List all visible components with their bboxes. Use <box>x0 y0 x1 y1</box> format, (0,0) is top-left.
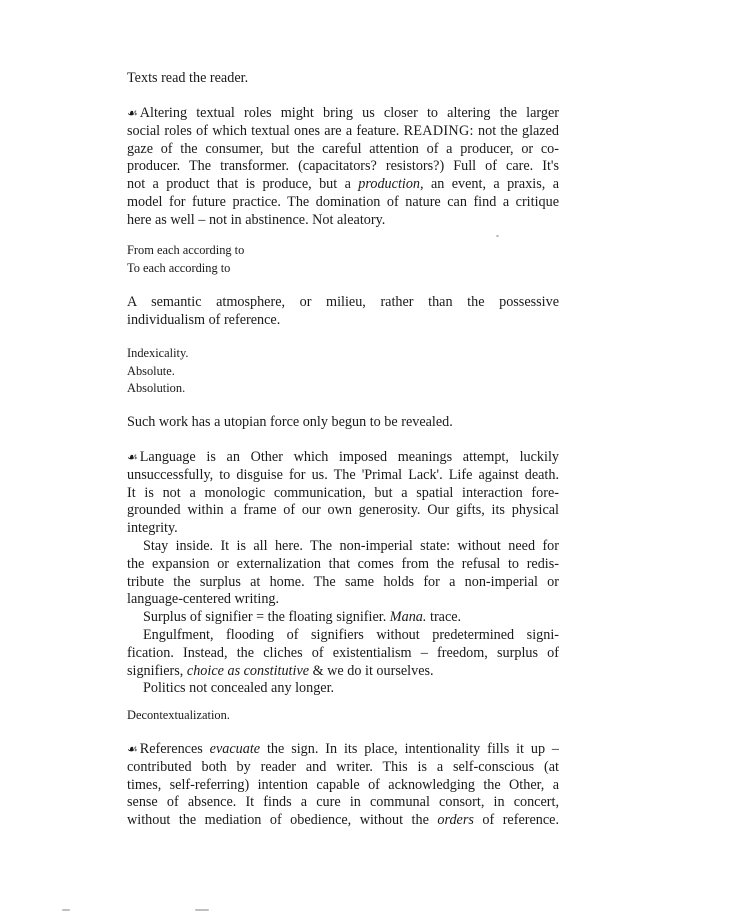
list-item: Indexicality. <box>127 346 189 360</box>
orders-term: orders <box>437 812 474 829</box>
production-term: production, <box>358 176 424 193</box>
index-list <box>127 345 559 398</box>
scan-speck <box>496 235 499 237</box>
evacuate-term: evacuate <box>209 741 261 757</box>
list-item: Absolute. <box>127 363 175 378</box>
opening-line: Texts read the reader. <box>127 70 249 86</box>
paragraph-language: ☙ Language is an Other which imposed meanings attempt, luckily unsuccessfully, to disguise for us. The 'Primal Lack'. Life against death. It is not a monologic communication, but a spatial interaction fore- grounded within a frame of our own generosity. Our gifts, its physical integrity. Stay inside. It is all here. The non-imperial state: without need for the expansion or externalization that comes from the refusal to redis- tribute the surplus at home. The same holds for a non-imperial or language-centered writing. Surplus of signifier = the floating signifier. Mana. trace. Engulfment, flooding of signifiers without predetermined signi- fication. Instead, the cliches of existentialism – freedom, surplus of signifiers, choice as constitutive & we do it ourselves. Politics not concealed any longer. <box>127 449 559 697</box>
fleuron-icon: ☙ <box>127 106 138 120</box>
fleuron-icon: ☙ <box>127 450 138 464</box>
fleuron-icon: ☙ <box>127 742 138 756</box>
paragraph-reading: ☙ Altering textual roles might bring us closer to altering the larger social roles of which textual ones are a feature. READING: not the glazed gaze of the consumer, but the careful attention of a producer, or co- producer. The transformer. (capacitators? resistors?) Full of care. It's not a product that is produce, but a production, an event, a praxis, a model for future practice. The domination of nature can find a critique here as well – not in abstinence. Not aleatory. <box>127 105 559 228</box>
reading-term: READING: <box>403 122 474 139</box>
paragraph-references: ☙ References evacuate the sign. In its place, intentionality fills it up – contributed both by reader and writer. This is a self-conscious (at times, self-referring) intention capable of acknowledging the Other, a sense of absence. It finds a cure in communal consort, in concert, without the mediation of obedience, without the orders of reference. <box>127 741 559 829</box>
opening-line-block <box>127 70 559 88</box>
list-item: Absolution. <box>127 381 186 395</box>
decontextualization-block: Decontextualization. <box>127 708 230 722</box>
mana-term: Mana. <box>389 609 427 626</box>
utopian-line-block: Such work has a utopian force only begun to be revealed. <box>127 414 453 430</box>
slogan-block: From each according to To each according to <box>127 243 245 275</box>
choice-term: choice as constitutive <box>186 662 310 679</box>
scan-speck <box>62 909 70 911</box>
scan-speck <box>195 909 209 911</box>
paragraph-semantic-atmosphere: A semantic atmosphere, or milieu, rather than the possessive individualism of reference. <box>127 294 559 328</box>
